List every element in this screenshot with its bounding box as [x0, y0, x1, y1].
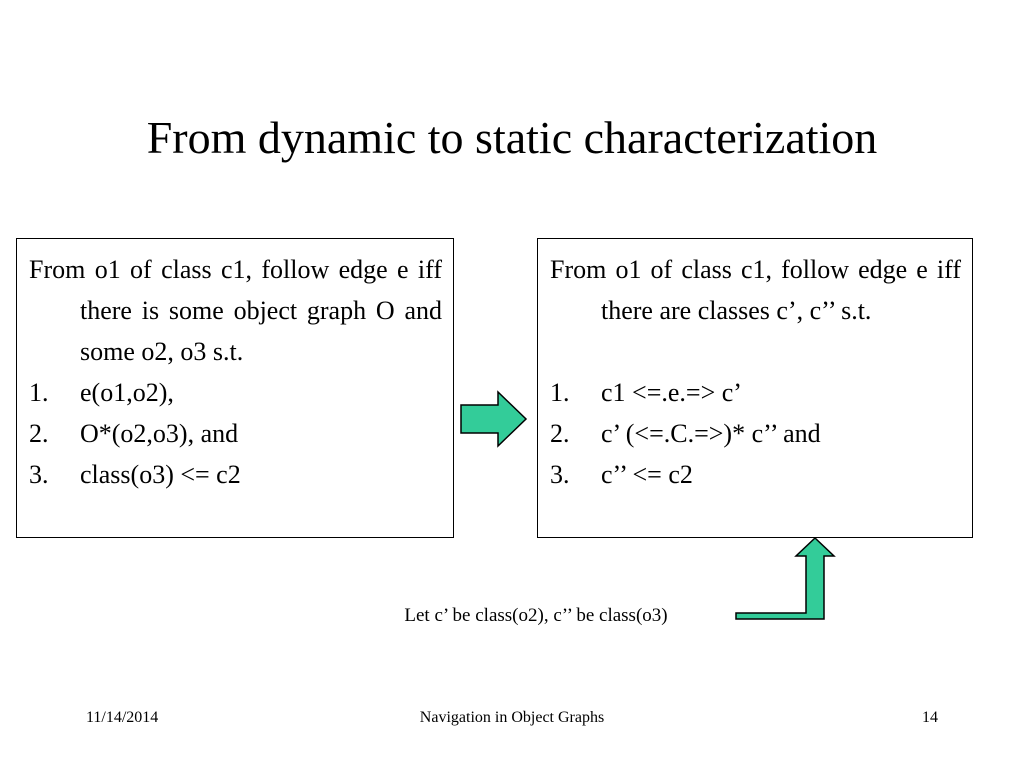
list-item-text: class(o3) <= c2	[80, 460, 241, 489]
list-item-text: e(o1,o2),	[80, 378, 174, 407]
footer-date: 11/14/2014	[86, 709, 159, 726]
slide-title: From dynamic to static characterization	[146, 112, 878, 163]
list-item-text: c’’ <= c2	[601, 460, 693, 489]
dynamic-intro-text: From o1 of class c1, follow edge e iff there is some object graph O and some o2, o3 s.t.	[29, 255, 442, 366]
list-item-number: 2.	[29, 419, 49, 448]
static-intro-text: From o1 of class c1, follow edge e iff there are classes c’, c’’ s.t.	[550, 255, 961, 325]
list-item-number: 3.	[550, 460, 570, 489]
blank-line	[550, 331, 961, 372]
static-characterization-box	[537, 238, 973, 538]
right-arrow-icon	[461, 392, 526, 446]
dynamic-characterization-box	[16, 238, 454, 538]
list-item-text: c1 <=.e.=> c’	[601, 378, 742, 407]
list-item-number: 3.	[29, 460, 49, 489]
list-item	[550, 413, 961, 454]
list-item-number: 1.	[550, 378, 570, 407]
list-item	[29, 454, 442, 495]
class-note: Let c’ be class(o2), c’’ be class(o3)	[404, 605, 668, 626]
footer-title: Navigation in Object Graphs	[419, 709, 605, 726]
list-item-text: O*(o2,o3), and	[80, 419, 239, 448]
list-item	[550, 454, 961, 495]
list-item-text: c’ (<=.C.=>)* c’’ and	[601, 419, 821, 448]
list-item-number: 2.	[550, 419, 570, 448]
list-item	[29, 372, 442, 413]
list-item	[550, 372, 961, 413]
page-number: 14	[922, 709, 938, 726]
list-item-number: 1.	[29, 378, 49, 407]
list-item	[29, 413, 442, 454]
